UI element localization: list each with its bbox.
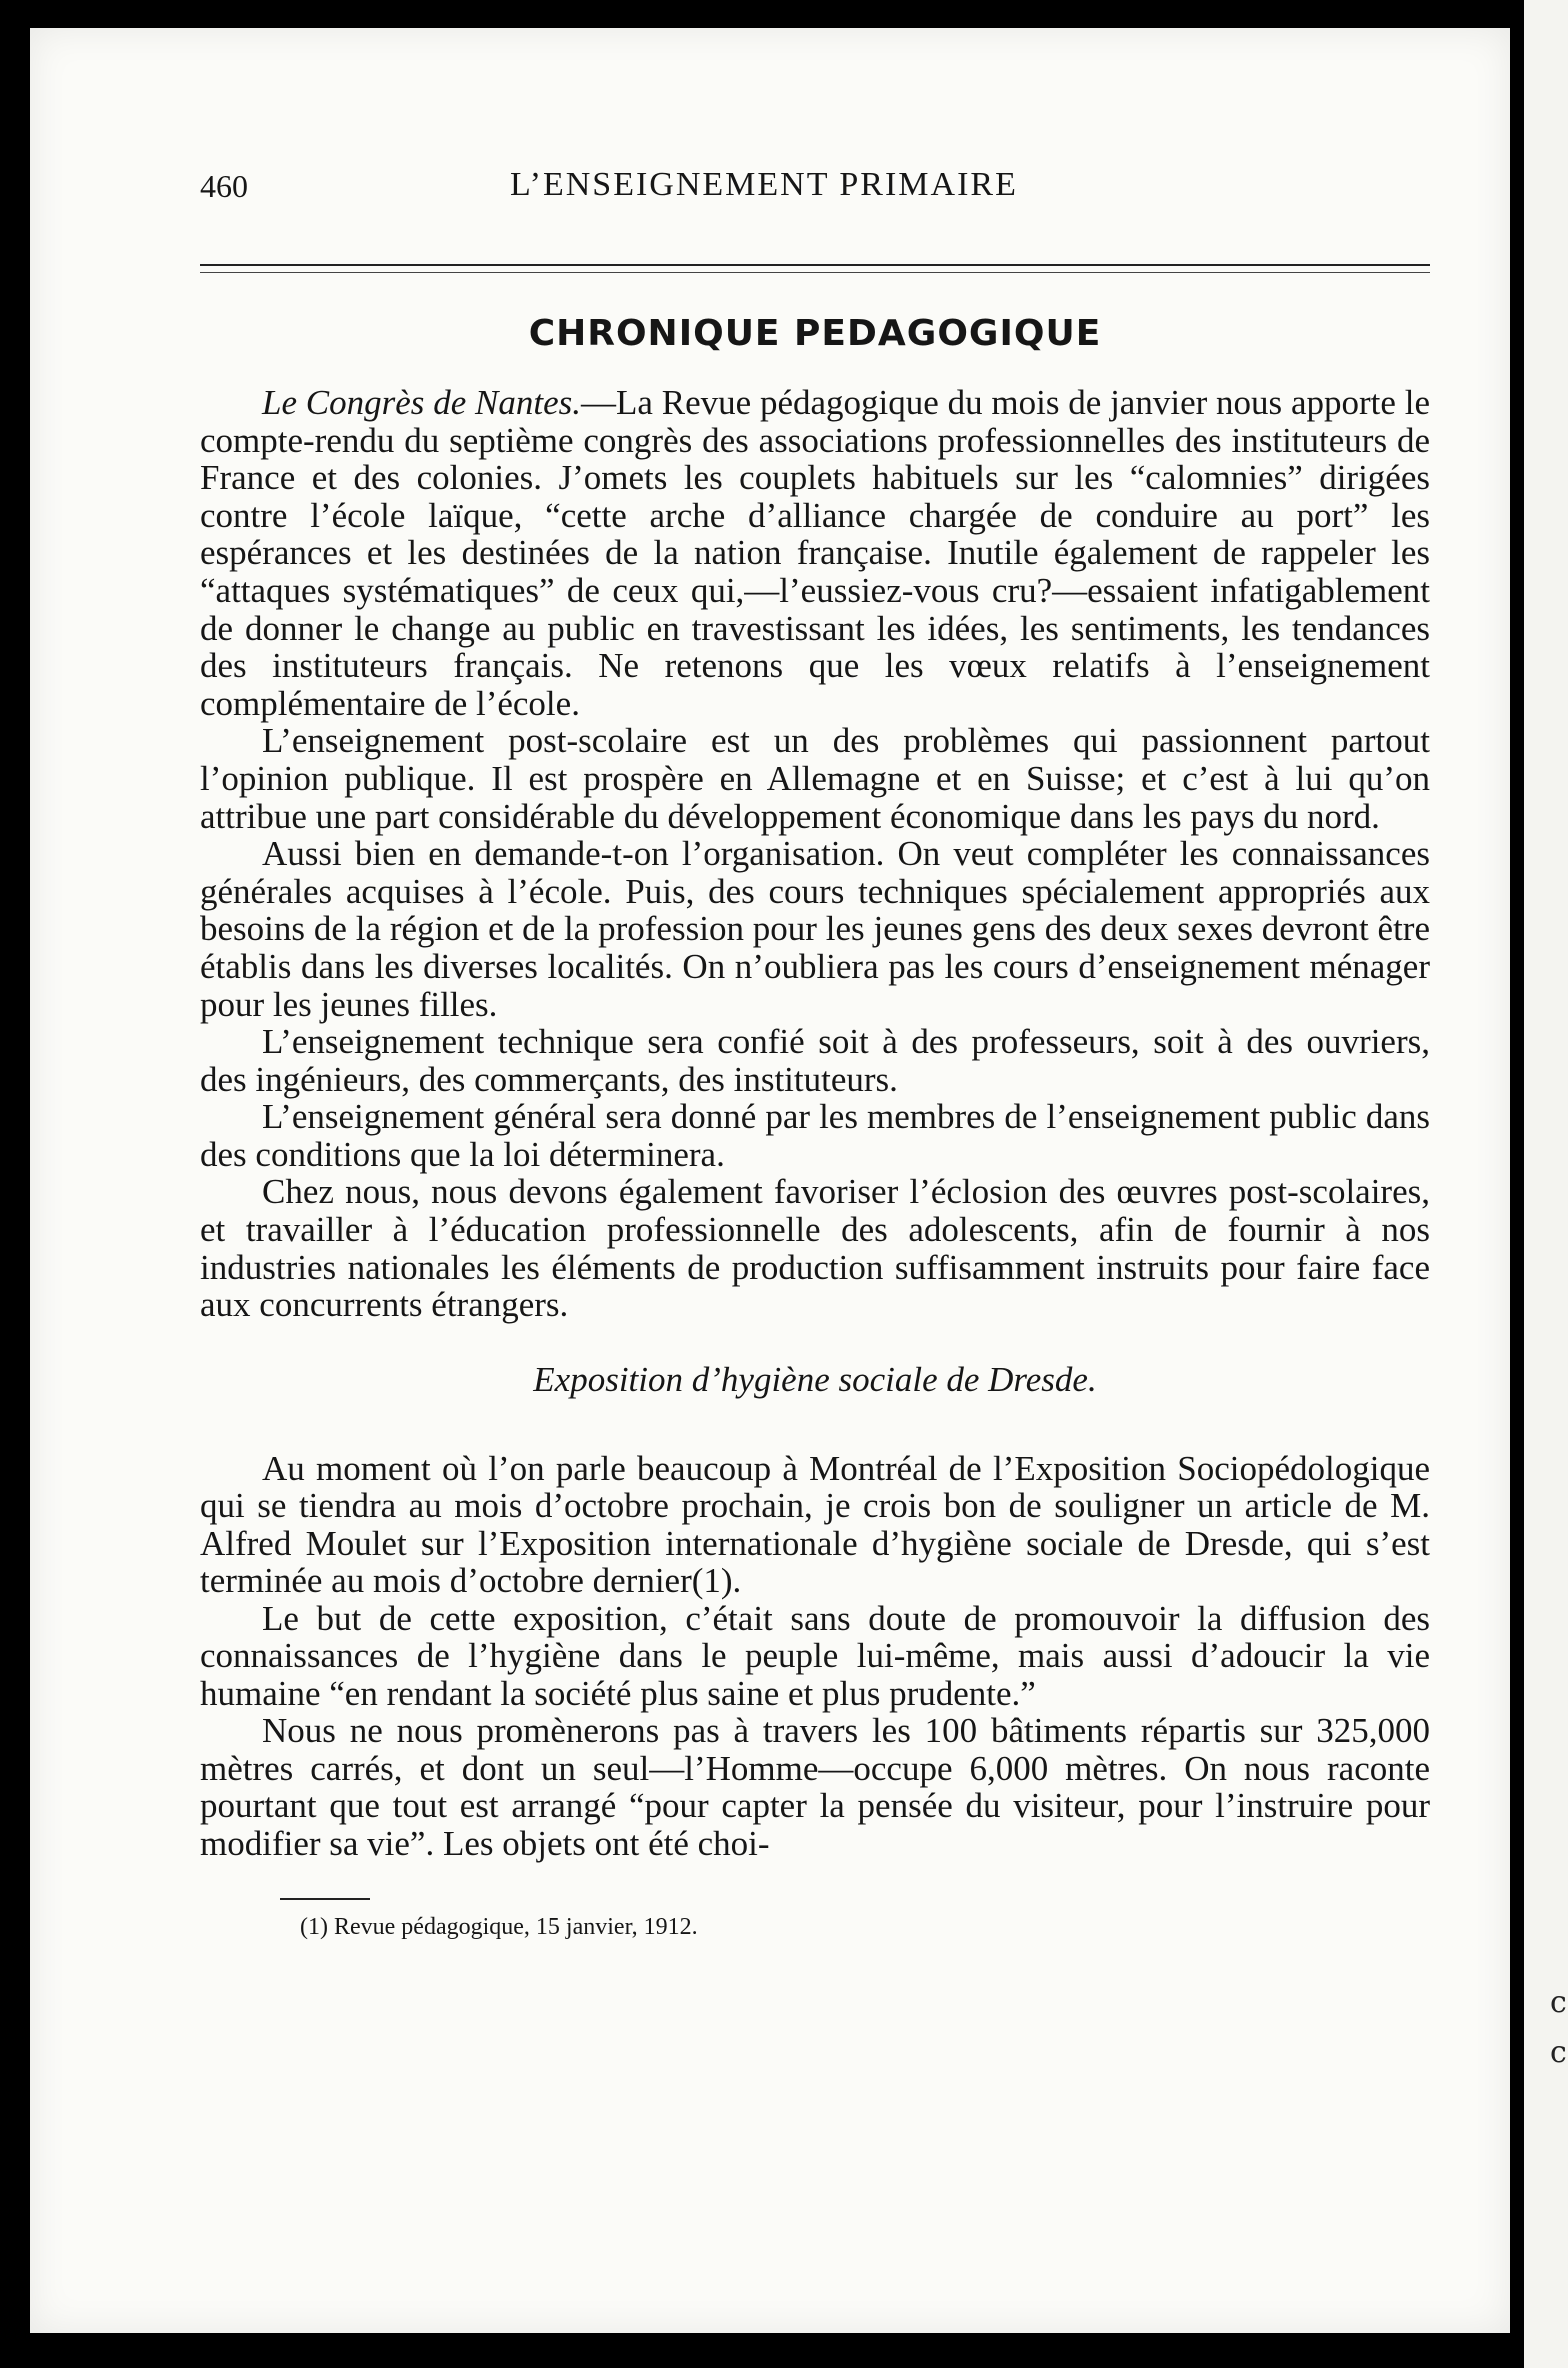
paragraph: L’enseignement général sera donné par les membres de l’enseignement public dans des conditions que la loi déterminera. xyxy=(200,1097,1430,1174)
paragraph: Aussi bien en demande-t-on l’organisation. On veut compléter les connaissances générales acquises à l’école. Puis, des cours techniques spécialement appropriés aux besoins de la région et de la profession pour les jeunes gens des deux sexes devront être établis dans les diverses localités. On n’oubliera pas les cours d’enseignement ménager pour les jeunes filles. xyxy=(200,834,1430,1024)
section-title: CHRONIQUE PEDAGOGIQUE xyxy=(528,313,1102,354)
paragraph: Au moment où l’on parle beaucoup à Montréal de l’Exposition Sociopédologique qui se tiendra au mois d’octobre prochain, je crois bon de souligner un article de M. Alfred Moulet sur l’Exposition internationale d’hygiène sociale de Dresde, qui s’est terminée au mois d’octobre dernier(1). xyxy=(200,1448,1430,1601)
paragraph: Nous ne nous promènerons pas à travers les 100 bâtiments répartis sur 325,000 mètres carrés, et dont un seul—l’Homme—occupe 6,000 mètres. On nous raconte pourtant que tout est arrangé “pour capter la pensée du visiteur, pour l’instruire pour modifier sa vie”. Les objets ont été choi- xyxy=(200,1711,1430,1863)
paragraph xyxy=(200,384,1430,722)
paragraph: L’enseignement technique sera confié soit à des professeurs, soit à des ouvriers, des ingénieurs, des commerçants, des instituteurs. xyxy=(200,1022,1430,1099)
running-title: L’ENSEIGNEMENT PRIMAIRE xyxy=(510,166,1018,203)
section-chronique xyxy=(200,384,1430,1324)
paragraph: Le but de cette exposition, c’était sans doute de promouvoir la diffusion des connaissances de l’hygiène dans le peuple lui-même, mais aussi d’adoucir la vie humaine “en rendant la société plus saine et plus prudente.” xyxy=(200,1598,1430,1713)
paragraph: L’enseignement post-scolaire est un des problèmes qui passionnent partout l’opinion publique. Il est prospère en Allemagne et en Suisse; et c’est à lui qu’on attribue une part considérable du développement économique dans les pays du nord. xyxy=(200,721,1430,836)
paragraph: Chez nous, nous devons également favoriser l’éclosion des œuvres post-scolaires, et travailler à l’éducation professionnelle des adolescents, afin de fournir à nos industries nationales les éléments de production suffisamment instruits pour faire face aux concurrents étrangers. xyxy=(200,1172,1430,1325)
header-rule-thin xyxy=(200,272,1430,273)
book-page xyxy=(30,28,1510,2333)
subsection-title: Exposition d’hygiène sociale de Dresde. xyxy=(533,1359,1097,1399)
paragraph-lead: Le Congrès de Nantes. xyxy=(262,383,582,422)
section-exposition xyxy=(200,1450,1430,1863)
adjacent-page-edge xyxy=(1524,0,1568,2368)
page-header xyxy=(200,168,1430,224)
footnote: (1) Revue pédagogique, 15 janvier, 1912. xyxy=(300,1914,698,1941)
paragraph-body: —La Revue pédagogique du mois de janvier nous apporte le compte-rendu du septième congrès des associations professionnelles des instituteurs de France et des colonies. J’omets les couplets habituels sur les “calomnies” dirigées contre l’école laïque, “cette arche d’alliance chargée de conduire au port” les espérances et les destinées de la nation française. Inutile également de rappeler les “attaques systématiques” de ceux qui,—l’eussiez-vous cru?—essaient infatigablement de donner le change au public en travestissant les idées, les sentiments, les tendances des instituteurs français. Ne retenons que les vœux relatifs à l’enseignement complémentaire de l’école. xyxy=(200,383,1430,723)
page-content xyxy=(200,168,1430,1941)
page-number: 460 xyxy=(200,168,248,204)
footnote-rule xyxy=(280,1898,370,1900)
header-rule xyxy=(200,264,1430,266)
margin-letter: c xyxy=(1550,1985,1567,2020)
margin-letter: c xyxy=(1550,2035,1567,2070)
